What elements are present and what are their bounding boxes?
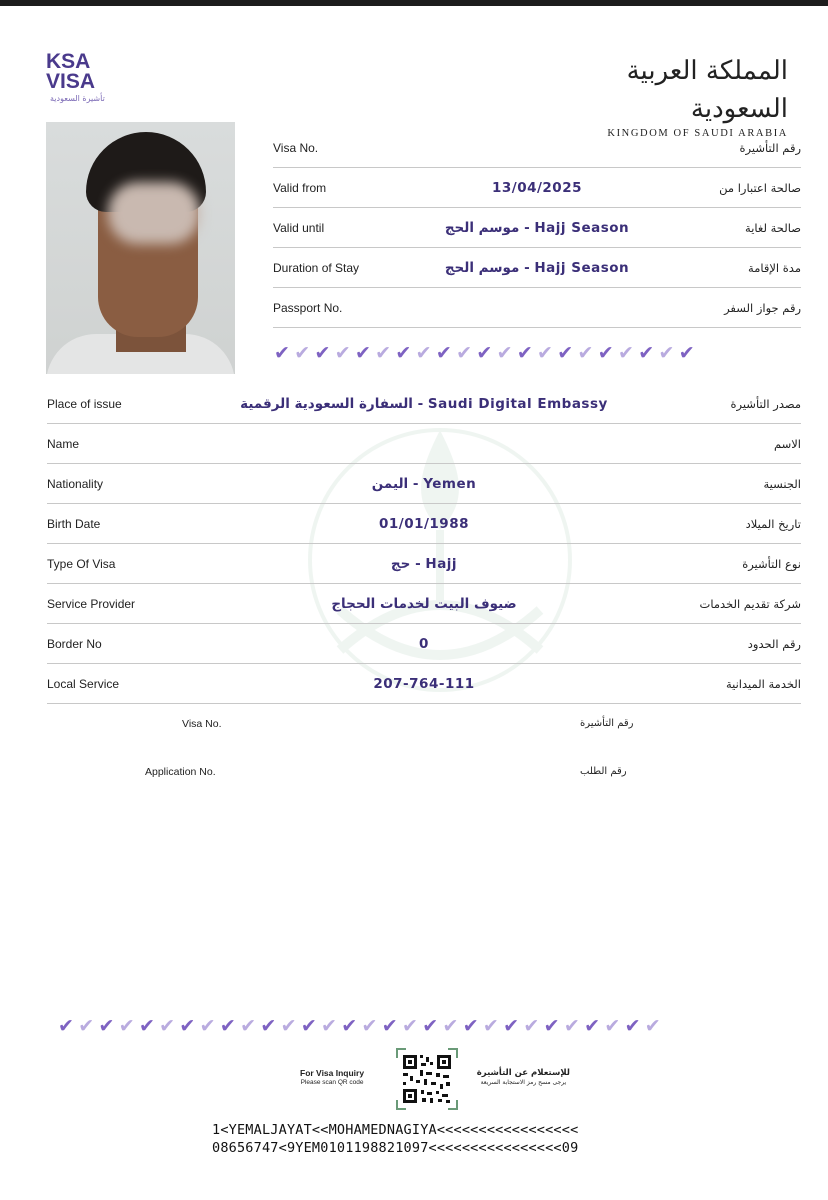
visa-type-row	[47, 544, 801, 584]
birth-date-row	[47, 504, 801, 544]
valid-from-label: Valid from	[273, 180, 327, 195]
duration-label-ar: مدة الإقامة	[748, 260, 801, 275]
border-number-label: Border No	[47, 636, 102, 651]
footer-visa-number-label-ar: رقم التأشيرة	[580, 718, 634, 729]
face-blur	[108, 182, 200, 244]
valid-until-label: Valid until	[273, 220, 325, 235]
valid-from-value: 13/04/2025	[491, 179, 582, 196]
inquiry-arabic	[477, 1068, 570, 1086]
duration-row	[273, 248, 801, 288]
kingdom-title-english: KINGDOM OF SAUDI ARABIA	[607, 128, 788, 139]
passport-number-row	[273, 288, 801, 328]
footer-visa-number-label: Visa No.	[182, 718, 222, 730]
valid-until-row	[273, 208, 801, 248]
visa-type-label: Type Of Visa	[47, 556, 116, 571]
visa-type-value: حج - Hajj	[390, 555, 458, 572]
kingdom-title-arabic: المملكة العربية السعودية	[626, 56, 788, 124]
visa-number-label-ar: رقم التأشيرة	[739, 140, 801, 155]
birth-date-label-ar: تاريخ الميلاد	[745, 516, 801, 531]
inquiry-title-ar: للإستعلام عن التأشيرة	[476, 1068, 570, 1078]
local-service-value: 207-764-111	[373, 675, 475, 692]
birth-date-value: 01/01/1988	[378, 515, 469, 532]
service-provider-row	[47, 584, 801, 624]
application-number-label-ar: رقم الطلب	[580, 766, 627, 777]
border-number-label-ar: رقم الحدود	[747, 636, 801, 651]
place-of-issue-value: السفارة السعودية الرقمية - Saudi Digital Embassy	[240, 395, 608, 412]
valid-from-row	[273, 168, 801, 208]
local-service-row	[47, 664, 801, 704]
application-number-label: Application No.	[145, 766, 216, 778]
name-label-ar: الاسم	[773, 436, 801, 451]
valid-until-label-ar: صالحة لغاية	[745, 220, 801, 235]
nationality-label: Nationality	[47, 476, 104, 491]
check-pattern-top: ✔✔✔✔✔✔✔✔✔✔✔✔✔✔✔✔✔✔✔✔✔	[274, 342, 699, 364]
inquiry-english	[300, 1068, 364, 1086]
service-provider-label-ar: شركة تقديم الخدمات	[699, 596, 801, 611]
name-row	[47, 424, 801, 464]
border-number-row	[47, 624, 801, 664]
mrz-line-1: 1<YEMALJAYAT<<MOHAMEDNAGIYA<<<<<<<<<<<<<<<<<	[212, 1122, 579, 1138]
place-of-issue-row	[47, 384, 801, 424]
birth-date-label: Birth Date	[47, 516, 101, 531]
top-border	[0, 0, 828, 6]
check-pattern-bottom: ✔✔✔✔✔✔✔✔✔✔✔✔✔✔✔✔✔✔✔✔✔✔✔✔✔✔✔✔✔✔	[58, 1015, 666, 1037]
local-service-label: Local Service	[47, 676, 120, 691]
border-number-value: 0	[419, 635, 429, 652]
place-of-issue-label-ar: مصدر التأشيرة	[730, 396, 801, 411]
visa-number-row	[273, 128, 801, 168]
kingdom-title	[578, 52, 788, 139]
visa-inquiry	[290, 1046, 580, 1112]
nationality-value: اليمن - Yemen	[371, 475, 477, 492]
duration-value: موسم الحج - Hajj Season	[444, 259, 630, 276]
logo-subtitle: تأشيرة السعودية	[50, 94, 105, 103]
inquiry-subtitle: Please scan QR code	[300, 1079, 364, 1086]
nationality-label-ar: الجنسية	[763, 476, 801, 491]
valid-from-label-ar: صالحة اعتبارا من	[719, 180, 801, 195]
passport-number-label-ar: رقم جواز السفر	[724, 300, 801, 315]
mrz-line-2: 08656747<9YEM0101198821097<<<<<<<<<<<<<<<<09	[212, 1140, 579, 1156]
passport-number-label: Passport No.	[273, 300, 343, 315]
inquiry-subtitle-ar: يرجى مسح رمز الاستجابة السريعة	[480, 1079, 567, 1086]
valid-until-value: موسم الحج - Hajj Season	[444, 219, 630, 236]
visa-type-label-ar: نوع التأشيرة	[742, 556, 801, 571]
ksa-visa-logo	[46, 52, 136, 103]
logo-line-2: VISA	[46, 70, 96, 93]
nationality-row	[47, 464, 801, 504]
service-provider-label: Service Provider	[47, 596, 136, 611]
holder-photo	[46, 122, 235, 374]
local-service-label-ar: الخدمة الميدانية	[725, 676, 801, 691]
name-label: Name	[47, 436, 80, 451]
visa-number-label: Visa No.	[273, 140, 319, 155]
place-of-issue-label: Place of issue	[47, 396, 122, 411]
qr-code-icon[interactable]	[396, 1048, 458, 1110]
inquiry-title: For Visa Inquiry	[300, 1068, 365, 1078]
duration-label: Duration of Stay	[273, 260, 360, 275]
service-provider-value: ضيوف البيت لخدمات الحجاج	[331, 595, 517, 612]
logo-line-1: KSA	[46, 50, 91, 73]
